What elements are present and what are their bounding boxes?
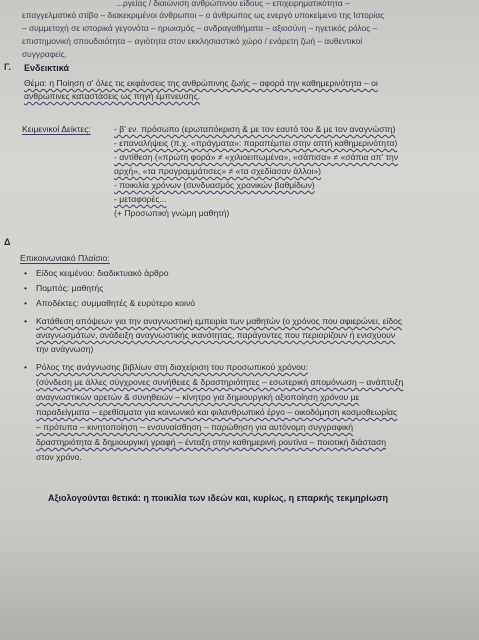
context-item: Είδος κειμένου: διαδικτυακό άρθρο [36,268,169,278]
text-line: συγγραφείς. [22,49,68,59]
indicator-item: - επαναλήψεις (π.χ. «πράγματα»: παραπέμπει στην απτή καθημερινότητα) [114,138,398,148]
text-line: επιστημονική σπουδαιότητα – αγιότητα στον εκκλησιαστικό χώρο / ενάρετη ζωή – αυθεντικοί [22,36,363,46]
indicator-note: (+ Προσωπική γνώμη μαθητή) [114,208,230,218]
indicator-item: - αντίθεση («πρώτη φορά» ≠ «χιλιοειπωμένα», «σάπισα» ≠ «σάπια απ' την [114,152,399,162]
text-line: επαγγελματικό στίβο – διακεκριμένοι άνθρωποι – ο άνθρωπος ως ενεργό υποκείμενο της Ιστορίας [22,10,385,20]
page-shadow [0,520,479,640]
role-line: δραστηριότητα & δημιουργική γραφή – ένταξη στην καθημερινή ρουτίνα – ποιοτική διάσταση [36,437,387,447]
opinion-line: αναγνωσμάτων, ανάδειξη αναγνωστικής ικανότητας, παράγοντες που περιορίζουν ή ενισχύουν [36,330,396,340]
opinion-line: Κατάθεση απόψεων για την αναγνωστική εμπειρία των μαθητών (ο χρόνος που αφιερώνει, είδος [36,316,403,326]
indicator-item: - ποικιλία χρόνων (συνδυασμός χρονικών βαθμίδων) [114,180,315,190]
role-line: Ρόλος της ανάγνωσης βιβλίων στη διαχείριση του προσωπικού χρόνου: [36,362,308,372]
section-letter-g: Γ. [4,62,11,72]
text-line: ...ργείας / διαιώνιση ανθρώπινου είδους – επιχειρηματικότητα – [116,0,350,8]
text-line: – συμμετοχή σε ιστορικά γεγονότα – ηρωισμός – ανδραγαθήματα – αξιοσύνη – ηγετικός ρόλος – [22,23,378,33]
context-item: Αποδέκτες: συμμαθητές & ευρύτερο κοινό [36,298,196,308]
role-line: αναγνωστικών αρετών & συνηθειών – κίνητρο για δημιουργική αξιοποίηση χρόνου με [36,392,360,402]
context-label: Επικοινωνιακό Πλαίσιο: [20,253,110,263]
indicator-item: - μεταφορές... [114,194,167,204]
bullet-dot: • [24,268,28,278]
indicator-item: αρχή», «τα προγραμμάτισες» ≠ «τα σχεδίασαν άλλοι») [114,166,322,176]
role-line: – πρότυπα – κινητοποίηση – ενσυναίσθηση – παρώθηση για αυτόνομη συγγραφική [36,422,354,432]
context-item: Πομπός: μαθητής [36,283,104,293]
section-letter-d: Δ [4,237,11,247]
section-title: Ενδεικτικά [24,63,70,73]
theme-line: ανθρώπινες καταστάσεις ως πηγή έμπνευσης. [24,91,201,101]
indicators-label: Κειμενικοί Δείκτες: [22,124,91,134]
role-line: (σύνδεση με άλλες σύγχρονες συνήθειες & δραστηριότητες – εσωτερική απομόνωση – ανάπτυξη [36,377,404,387]
opinion-line: την ανάγνωση) [36,344,94,354]
indicator-item: - β' εν. πρόσωπο (ερωταπόκριση & με τον εαυτό του & με τον αναγνώστη) [114,124,396,134]
theme-line: Θέμα: η Ποίηση σ' όλες τις εκφάνσεις της ανθρώπινης ζωής – αφορά την καθημερινότητα – οι [24,78,378,88]
role-line: παραδείγματα – ερεθίσματα για κοινωνικό και φιλανθρωπικό έργο – οικοδόμηση κοσμοθεωρίας [36,407,398,417]
bullet-dot: • [24,283,28,293]
role-line: στον χρόνο. [36,452,82,462]
evaluation-text: Αξιολογούνται θετικά: η ποικιλία των ιδεών και, κυρίως, η επαρκής τεκμηρίωση [48,493,388,503]
bullet-dot: • [24,298,28,308]
bullet-dot: • [24,316,28,326]
bullet-dot: • [24,362,28,372]
